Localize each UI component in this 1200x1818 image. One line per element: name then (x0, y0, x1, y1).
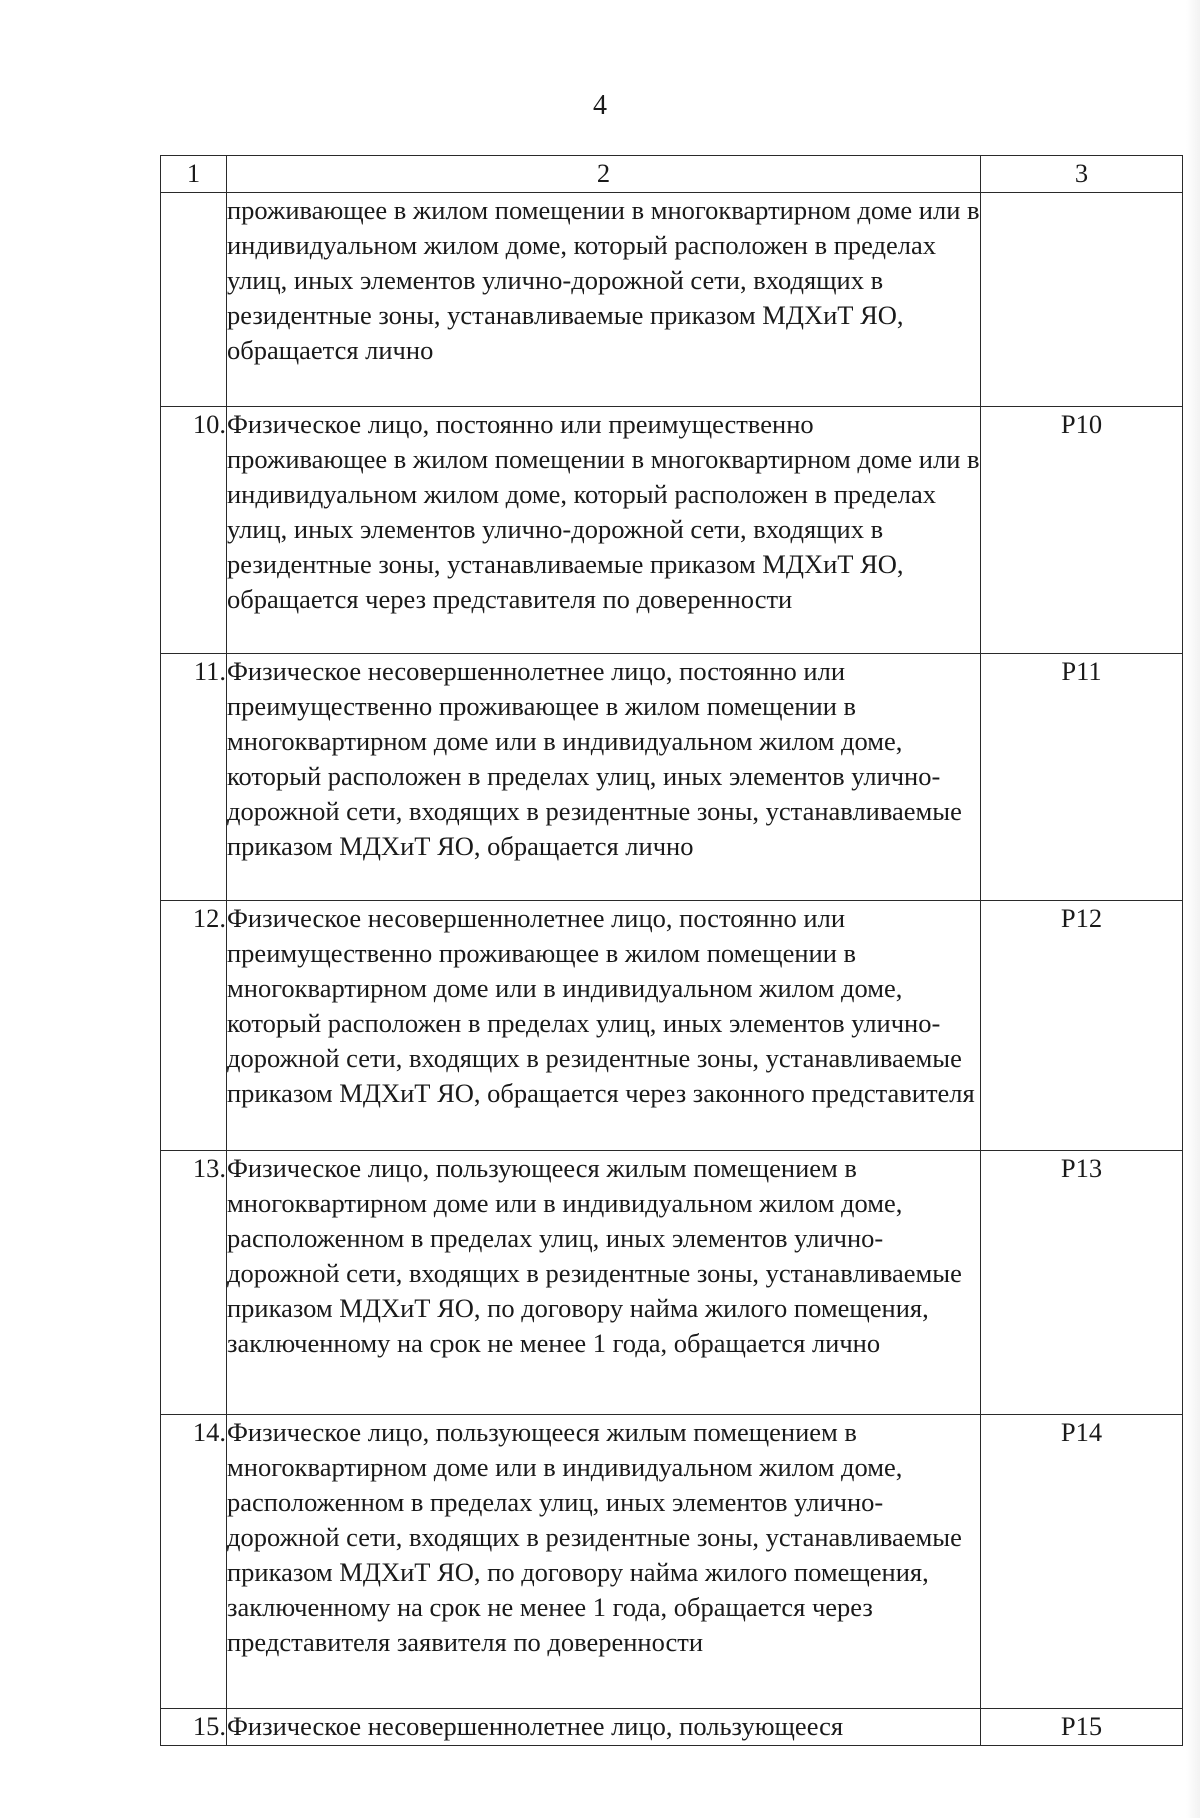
table-row (161, 1415, 1183, 1709)
applicant-table (160, 155, 1183, 1746)
table-row (161, 1151, 1183, 1415)
row-code: Р11 (981, 654, 1183, 901)
page-number: 4 (593, 90, 607, 121)
table-row (161, 654, 1183, 901)
row-description: Физическое лицо, пользующееся жилым помещением в многоквартирном доме или в индивидуальном жилом доме, расположенном в пределах улиц, иных элементов улично-дорожной сети, входящих в резидентные зоны, устанавливаемые приказом МДХиТ ЯО, по договору найма жилого помещения, заключенному на срок не менее 1 года, обращается через представителя заявителя по доверенности (227, 1415, 981, 1709)
row-description: Физическое лицо, постоянно или преимущественно проживающее в жилом помещении в многоквартирном доме или в индивидуальном жилом доме, который расположен в пределах улиц, иных элементов улично-дорожной сети, входящих в резидентные зоны, устанавливаемые приказом МДХиТ ЯО, обращается через представителя по доверенности (227, 407, 981, 654)
table-row (161, 407, 1183, 654)
column-header-description: 2 (227, 156, 981, 193)
row-code (981, 193, 1183, 407)
row-code: Р12 (981, 901, 1183, 1151)
row-code: Р10 (981, 407, 1183, 654)
column-header-code: 3 (981, 156, 1183, 193)
row-number: 10. (161, 407, 227, 654)
row-number (161, 193, 227, 407)
row-number: 12. (161, 901, 227, 1151)
row-code: Р14 (981, 1415, 1183, 1709)
table-row (161, 1709, 1183, 1746)
row-description: Физическое лицо, пользующееся жилым помещением в многоквартирном доме или в индивидуальном жилом доме, расположенном в пределах улиц, иных элементов улично-дорожной сети, входящих в резидентные зоны, устанавливаемые приказом МДХиТ ЯО, по договору найма жилого помещения, заключенному на срок не менее 1 года, обращается лично (227, 1151, 981, 1415)
row-description: Физическое несовершеннолетнее лицо, постоянно или преимущественно проживающее в жилом помещении в многоквартирном доме или в индивидуальном жилом доме, который расположен в пределах улиц, иных элементов улично-дорожной сети, входящих в резидентные зоны, устанавливаемые приказом МДХиТ ЯО, обращается через законного представителя (227, 901, 981, 1151)
table-row (161, 901, 1183, 1151)
table-header-row (161, 156, 1183, 193)
row-number: 13. (161, 1151, 227, 1415)
row-number: 14. (161, 1415, 227, 1709)
row-number: 11. (161, 654, 227, 901)
row-number: 15. (161, 1709, 227, 1746)
column-header-number: 1 (161, 156, 227, 193)
table-row (161, 193, 1183, 407)
row-code: Р13 (981, 1151, 1183, 1415)
scan-edge-shadow (1186, 0, 1200, 1818)
row-description: Физическое несовершеннолетнее лицо, постоянно или преимущественно проживающее в жилом помещении в многоквартирном доме или в индивидуальном жилом доме, который расположен в пределах улиц, иных элементов улично-дорожной сети, входящих в резидентные зоны, устанавливаемые приказом МДХиТ ЯО, обращается лично (227, 654, 981, 901)
row-description: проживающее в жилом помещении в многоквартирном доме или в индивидуальном жилом доме, который расположен в пределах улиц, иных элементов улично-дорожной сети, входящих в резидентные зоны, устанавливаемые приказом МДХиТ ЯО, обращается лично (227, 193, 981, 407)
row-code: Р15 (981, 1709, 1183, 1746)
row-description: Физическое несовершеннолетнее лицо, пользующееся (227, 1709, 981, 1746)
